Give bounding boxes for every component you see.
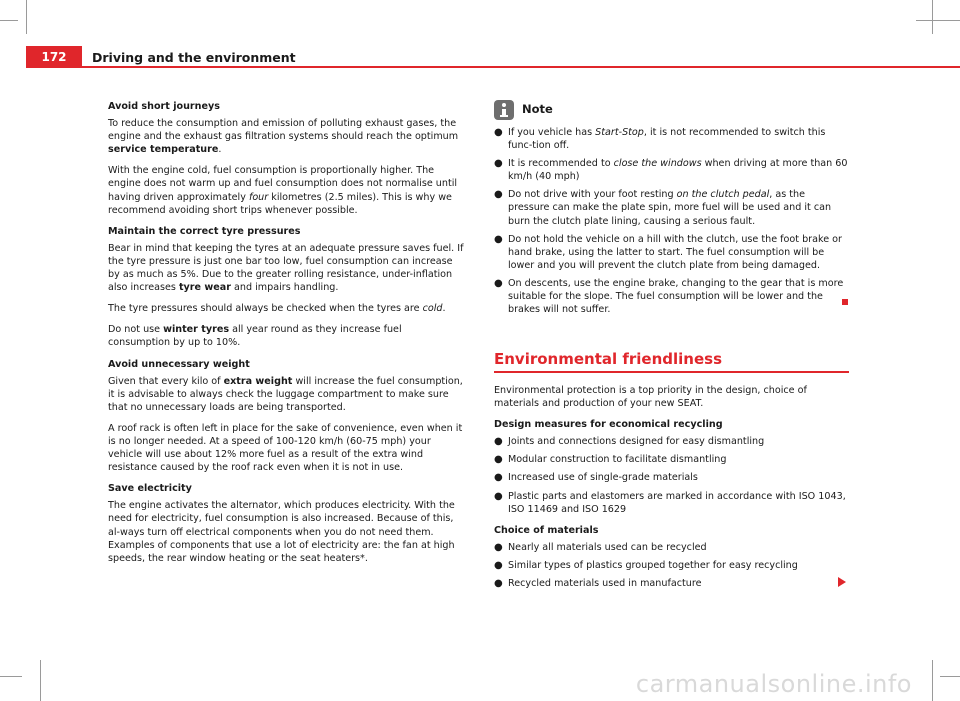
text: when driving at more than 60 km/h (40 mph) xyxy=(508,158,848,183)
text: Nearly all materials used can be recycled xyxy=(508,541,707,553)
text: kilometres (2.5 miles). This is why we recommend avoiding short trips whenever possible. xyxy=(108,191,452,216)
paragraph: The engine activates the alternator, which produces electricity. With the need for electricity, fuel consumption is also increased. Because of this, al-ways turn off electrical components when you do not need them. Examples of components that use a lot of electricity are: the fan at high speeds, the rear window heating or the seat heaters*. xyxy=(108,500,455,564)
watermark: carmanualsonline.info xyxy=(635,670,912,698)
crop-mark xyxy=(932,660,933,701)
crop-mark xyxy=(916,20,960,21)
crop-mark xyxy=(940,676,960,677)
text: The tyre pressures should always be checked when the tyres are xyxy=(108,303,423,315)
chapter-title: Driving and the environment xyxy=(92,50,296,65)
note-title: Note xyxy=(522,102,553,117)
text: Bear in mind that keeping the tyres at an adequate pressure saves fuel. If the tyre pressure is just one bar too low, fuel consumption can increase by as much as 5%. Due to the greater rolling resistance, under-inflation also increases xyxy=(108,242,464,294)
heading-short-journeys: Avoid short journeys xyxy=(108,101,220,112)
italic-text: cold xyxy=(422,303,443,315)
text: Recycled materials used in manufacture xyxy=(508,578,702,590)
left-column xyxy=(108,100,464,573)
section-end-marker xyxy=(842,299,848,305)
heading-tyre-pressures: Maintain the correct tyre pressures xyxy=(108,225,301,237)
text: all year round as they increase fuel consumption by up to 10%. xyxy=(108,324,402,349)
text: On descents, use the engine brake, changing to the gear that is more suitable for the slope. The fuel consumption will be lower and the brakes will not suffer. xyxy=(508,277,844,316)
crop-mark xyxy=(26,0,27,34)
crop-mark xyxy=(0,676,22,677)
header-rule xyxy=(82,66,960,68)
italic-text: four xyxy=(248,191,269,203)
bullet: ● xyxy=(494,127,503,138)
bullet: ● xyxy=(494,454,503,466)
paragraph xyxy=(108,323,464,349)
list-item xyxy=(494,435,849,448)
paragraph xyxy=(108,375,464,414)
paragraph xyxy=(108,117,464,156)
bullet: ● xyxy=(494,233,503,245)
text: Increased use of single-grade materials xyxy=(508,472,698,484)
text: With the engine cold, fuel consumption is proportionally higher. The engine does not warm up and fuel consumption does not normalise until having driven approximately xyxy=(108,165,458,203)
bold-text: tyre wear xyxy=(178,282,231,294)
info-icon xyxy=(494,100,514,120)
bullet: ● xyxy=(494,578,503,590)
list-item xyxy=(494,188,849,227)
paragraph xyxy=(108,242,464,294)
list-item xyxy=(494,471,849,484)
italic-text: on the clutch pedal xyxy=(676,189,770,201)
heading-design-measures: Design measures for economical recycling xyxy=(494,419,723,431)
list-item xyxy=(494,541,849,554)
bold-text: service temperature xyxy=(108,144,219,156)
heading-electricity: Save electricity xyxy=(108,483,192,495)
crop-mark xyxy=(40,660,41,701)
heading-materials: Choice of materials xyxy=(494,524,599,536)
list-item xyxy=(494,559,849,572)
italic-text: close the windows xyxy=(613,158,702,170)
italic-text: Start-Stop xyxy=(595,127,644,138)
text: It is recommended to xyxy=(508,158,614,170)
paragraph: A roof rack is often left in place for the sake of convenience, even when it is no longer needed. At a speed of 100-120 km/h (60-75 mph) your vehicle will use about 12% more fuel as a result of the extra wind resistance caused by the roof rack even when it is not in use. xyxy=(108,422,463,474)
bullet: ● xyxy=(494,436,503,448)
text: Joints and connections designed for easy dismantling xyxy=(508,436,765,448)
environment-body xyxy=(494,384,849,595)
text: , as the pressure can make the plate spin, more fuel will be used and it can burn the clutch plate lining, causing a serious fault. xyxy=(508,189,832,227)
bullet: ● xyxy=(494,472,503,484)
bullet: ● xyxy=(494,559,503,571)
text: will increase the fuel consumption, it is advisable to always check the luggage compartment to make sure that no unnecessary loads are being transported. xyxy=(108,375,463,413)
paragraph xyxy=(108,302,464,315)
paragraph xyxy=(108,164,464,216)
text: , it is not recommended to switch this func-tion off. xyxy=(508,127,826,152)
text: Modular construction to facilitate dismantling xyxy=(508,454,727,466)
heading-weight: Avoid unnecessary weight xyxy=(108,358,250,370)
crop-mark xyxy=(932,0,933,34)
text: Plastic parts and elastomers are marked in accordance with ISO 1043, ISO 11469 and ISO 1629 xyxy=(508,490,846,515)
list-item xyxy=(494,577,849,590)
paragraph: Environmental protection is a top priority in the design, choice of materials and production of your new SEAT. xyxy=(494,385,807,410)
list-item xyxy=(494,277,849,316)
crop-mark xyxy=(0,20,18,21)
list-item xyxy=(494,453,849,466)
text: . xyxy=(442,303,446,315)
text: Do not use xyxy=(108,324,164,336)
bullet: ● xyxy=(494,158,503,170)
list-item xyxy=(494,490,849,516)
list-item xyxy=(494,126,849,152)
bullet: ● xyxy=(494,189,503,201)
section-title: Environmental friendliness xyxy=(494,350,723,368)
bullet: ● xyxy=(494,541,503,553)
text: Do not hold the vehicle on a hill with the clutch, use the foot brake or hand brake, using the latter to start. The fuel consumption will be lower and you will prevent the clutch plate from being damaged. xyxy=(508,233,842,271)
page-number: 172 xyxy=(41,50,67,64)
text: Similar types of plastics grouped together for easy recycling xyxy=(508,559,798,571)
text: . xyxy=(218,144,222,156)
bullet: ● xyxy=(494,490,503,502)
note-header xyxy=(494,100,849,120)
bullet: ● xyxy=(494,277,503,289)
note-box xyxy=(494,100,849,321)
list-item xyxy=(494,233,849,272)
bold-text: winter tyres xyxy=(163,324,230,336)
section-rule xyxy=(494,371,849,373)
text: To reduce the consumption and emission of polluting exhaust gases, the engine and the exhaust gas filtration systems should reach the optimum xyxy=(108,118,459,143)
list-item xyxy=(494,157,849,183)
text: Do not drive with your foot resting xyxy=(508,189,677,201)
text: Given that every kilo of xyxy=(108,375,224,387)
bold-text: extra weight xyxy=(223,375,293,387)
text: If you vehicle has xyxy=(508,127,596,138)
continue-arrow-icon xyxy=(838,577,846,587)
text: and impairs handling. xyxy=(230,282,339,294)
